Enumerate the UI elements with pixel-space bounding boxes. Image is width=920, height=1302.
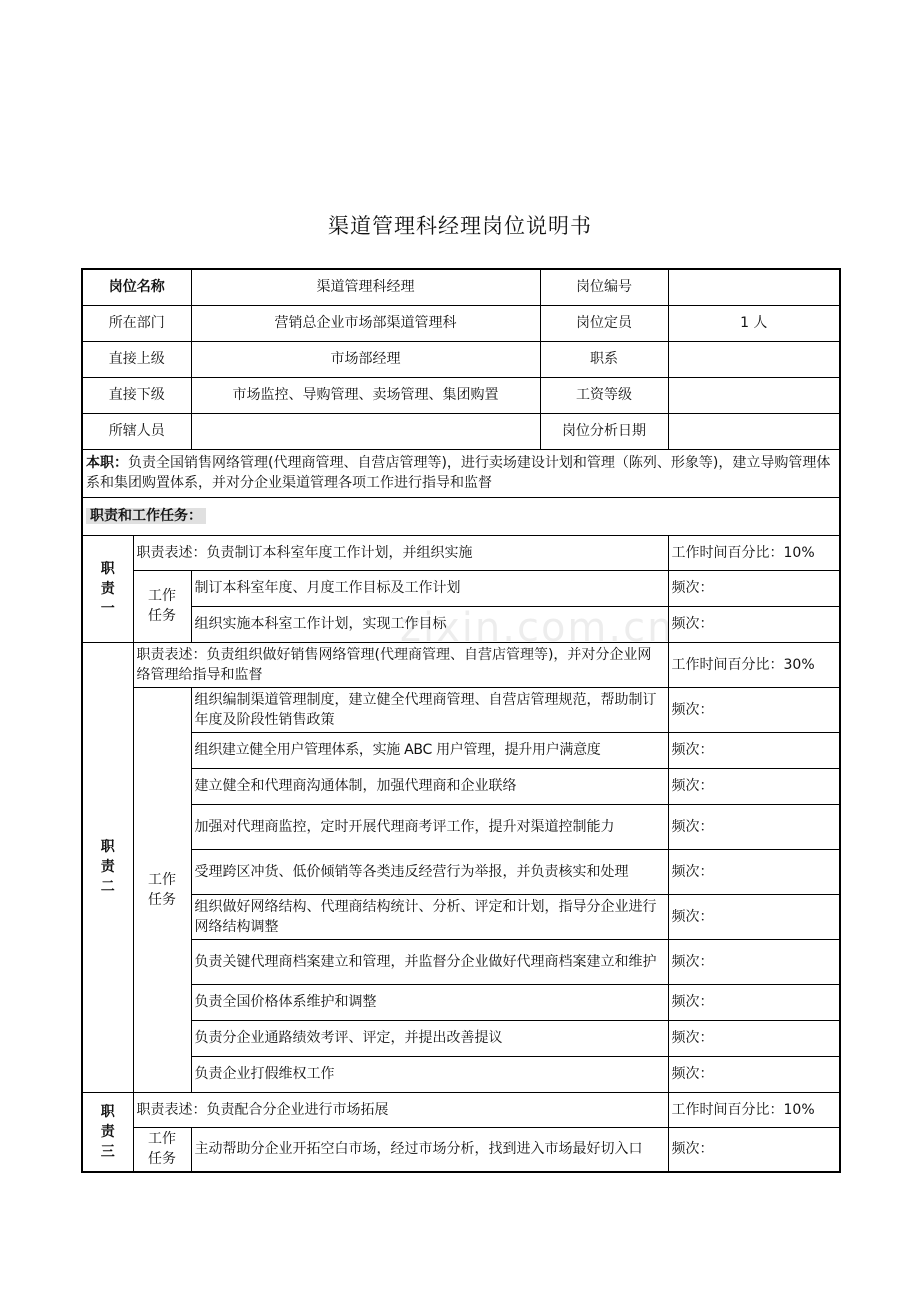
task-row [82, 804, 840, 849]
task-row [82, 687, 840, 732]
info-row-department [82, 305, 840, 341]
duty-2-statement: 职责表述：负责组织做好销售网络管理(代理商管理、自营店管理等)，并对分企业网络管理给指导和监督 [133, 642, 668, 687]
duty-2-percent: 工作时间百分比：30% [668, 642, 840, 687]
duty-2-statement-row [82, 642, 840, 687]
task-text: 组织建立健全用户管理体系，实施 ABC 用户管理，提升用户满意度 [191, 732, 668, 768]
task-text: 制订本科室年度、月度工作目标及工作计划 [191, 570, 668, 606]
label-department: 所在部门 [82, 305, 191, 341]
task-frequency: 频次： [668, 732, 840, 768]
duty-3-percent: 工作时间百分比：10% [668, 1092, 840, 1127]
value-department: 营销总企业市场部渠道管理科 [191, 305, 540, 341]
duty-1-percent: 工作时间百分比：10% [668, 535, 840, 570]
label-subordinates: 直接下级 [82, 377, 191, 413]
watermark: zixin.com.cn [400, 605, 675, 651]
task-text: 组织实施本科室工作计划，实现工作目标 [191, 606, 668, 642]
task-text: 主动帮助分企业开拓空白市场，经过市场分析，找到进入市场最好切入口 [191, 1127, 668, 1172]
task-row [82, 606, 840, 642]
duty-3-task-label: 工作 任务 [133, 1127, 191, 1172]
section-header [82, 497, 840, 535]
core-duty-label: 本职： [86, 455, 128, 471]
job-description-table [81, 268, 841, 1173]
label-position-code: 岗位编号 [540, 269, 668, 305]
task-frequency: 频次： [668, 939, 840, 984]
duty-2-task-label: 工作 任务 [133, 687, 191, 1092]
duty-3-statement: 职责表述：负责配合分企业进行市场拓展 [133, 1092, 668, 1127]
task-frequency: 频次： [668, 1020, 840, 1056]
core-duty [82, 449, 840, 497]
task-text: 负责关键代理商档案建立和管理，并监督分企业做好代理商档案建立和维护 [191, 939, 668, 984]
task-row [82, 732, 840, 768]
task-row [82, 849, 840, 894]
task-row [82, 939, 840, 984]
label-position-name: 岗位名称 [82, 269, 191, 305]
value-position-code [668, 269, 840, 305]
value-staff [191, 413, 540, 449]
duty-1-task-label: 工作 任务 [133, 570, 191, 642]
task-frequency: 频次： [668, 894, 840, 939]
duty-2-label: 职 责 二 [82, 642, 133, 1092]
duty-1-statement-row [82, 535, 840, 570]
label-superior: 直接上级 [82, 341, 191, 377]
duty-1-label: 职 责 一 [82, 535, 133, 642]
task-text: 受理跨区冲货、低价倾销等各类违反经营行为举报，并负责核实和处理 [191, 849, 668, 894]
core-duty-row [82, 449, 840, 497]
value-headcount: 1 人 [668, 305, 840, 341]
section-header-label: 职责和工作任务： [86, 508, 206, 524]
value-job-family [668, 341, 840, 377]
task-frequency: 频次： [668, 984, 840, 1020]
info-row-staff [82, 413, 840, 449]
task-frequency: 频次： [668, 768, 840, 804]
task-text: 组织编制渠道管理制度，建立健全代理商管理、自营店管理规范，帮助制订年度及阶段性销售政策 [191, 687, 668, 732]
duty-3-label: 职 责 三 [82, 1092, 133, 1172]
task-frequency: 频次： [668, 1056, 840, 1092]
task-row [82, 570, 840, 606]
task-frequency: 频次： [668, 570, 840, 606]
task-row [82, 768, 840, 804]
task-frequency: 频次： [668, 1127, 840, 1172]
task-frequency: 频次： [668, 849, 840, 894]
label-headcount: 岗位定员 [540, 305, 668, 341]
value-analysis-date [668, 413, 840, 449]
task-row [82, 894, 840, 939]
label-staff: 所辖人员 [82, 413, 191, 449]
task-text: 组织做好网络结构、代理商结构统计、分析、评定和计划，指导分企业进行网络结构调整 [191, 894, 668, 939]
task-text: 加强对代理商监控，定时开展代理商考评工作，提升对渠道控制能力 [191, 804, 668, 849]
label-salary-grade: 工资等级 [540, 377, 668, 413]
value-subordinates: 市场监控、导购管理、卖场管理、集团购置 [191, 377, 540, 413]
task-row [82, 1127, 840, 1172]
task-text: 负责企业打假维权工作 [191, 1056, 668, 1092]
task-text: 负责全国价格体系维护和调整 [191, 984, 668, 1020]
duty-1-statement: 职责表述：负责制订本科室年度工作计划，并组织实施 [133, 535, 668, 570]
info-row-position-name [82, 269, 840, 305]
section-header-row [82, 497, 840, 535]
page-title: 渠道管理科经理岗位说明书 [328, 214, 592, 238]
task-text: 建立健全和代理商沟通体制，加强代理商和企业联络 [191, 768, 668, 804]
info-row-subordinates [82, 377, 840, 413]
task-frequency: 频次： [668, 687, 840, 732]
duty-3-statement-row [82, 1092, 840, 1127]
task-row [82, 984, 840, 1020]
value-position-name: 渠道管理科经理 [191, 269, 540, 305]
label-job-family: 职系 [540, 341, 668, 377]
core-duty-text: 负责全国销售网络管理(代理商管理、自营店管理等)，进行卖场建设计划和管理（陈列、形象等)，建立导购管理体系和集团购置体系，并对分企业渠道管理各项工作进行指导和监督 [86, 455, 831, 491]
task-row [82, 1020, 840, 1056]
task-row [82, 1056, 840, 1092]
value-salary-grade [668, 377, 840, 413]
info-row-superior [82, 341, 840, 377]
label-analysis-date: 岗位分析日期 [540, 413, 668, 449]
task-text: 负责分企业通路绩效考评、评定，并提出改善提议 [191, 1020, 668, 1056]
value-superior: 市场部经理 [191, 341, 540, 377]
task-frequency: 频次： [668, 804, 840, 849]
task-frequency: 频次： [668, 606, 840, 642]
